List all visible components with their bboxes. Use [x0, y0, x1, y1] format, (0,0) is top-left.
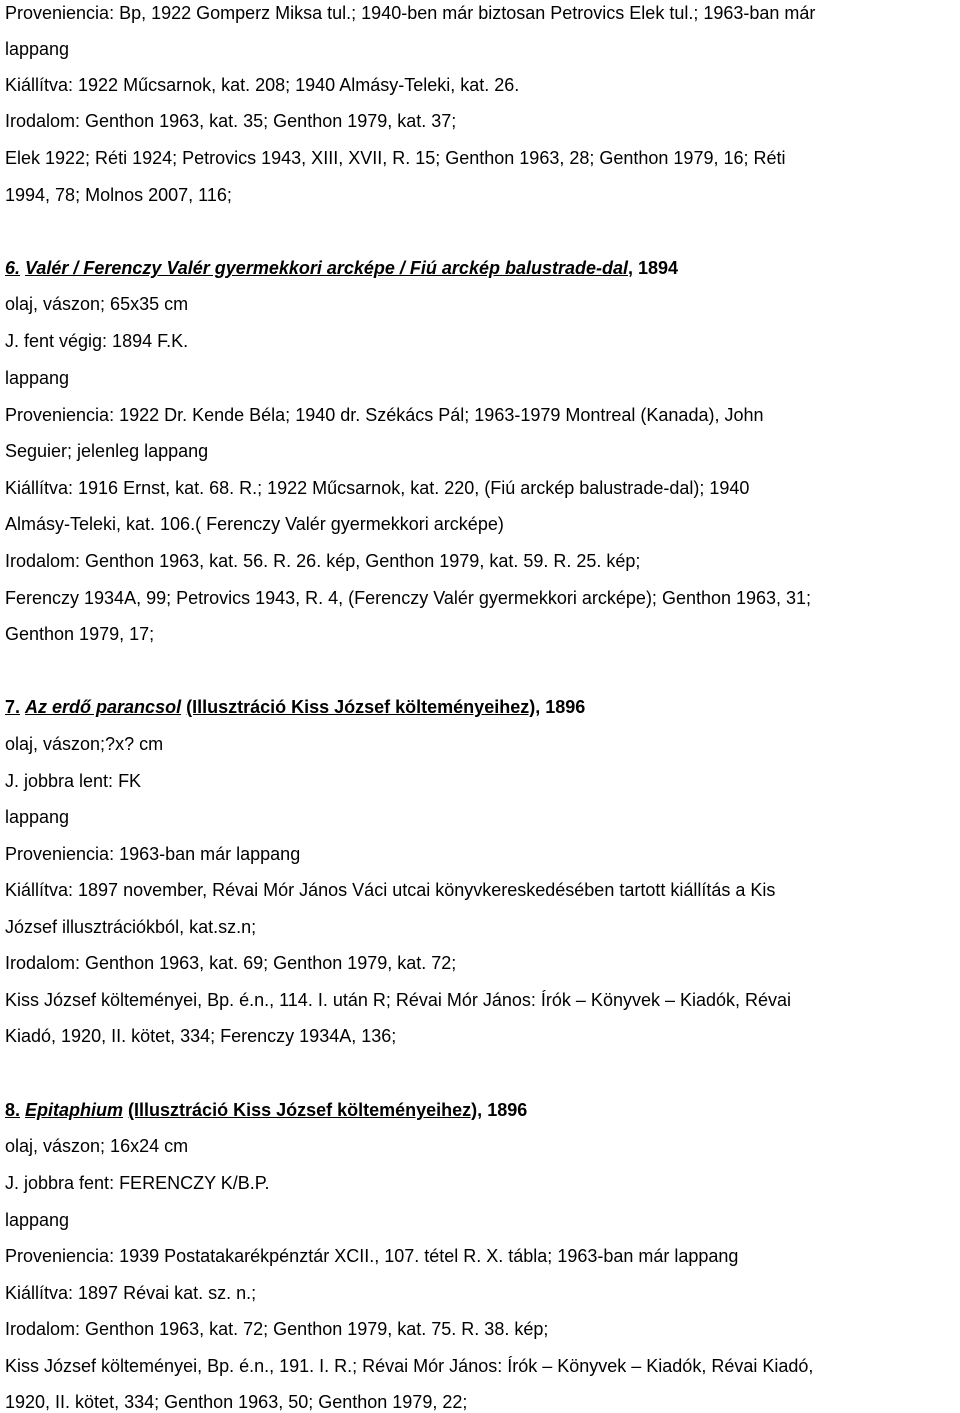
- literature-line: Kiadó, 1920, II. kötet, 334; Ferenczy 1934A, 136;: [5, 1026, 397, 1046]
- literature-line: 1920, II. kötet, 334; Genthon 1963, 50; Genthon 1979, 22;: [5, 1392, 468, 1412]
- exhibition-line: Kiállítva: 1916 Ernst, kat. 68. R.; 1922 Műcsarnok, kat. 220, (Fiú arckép balustrade-dal); 1940: [5, 478, 750, 498]
- provenance-line: Proveniencia: 1922 Dr. Kende Béla; 1940 dr. Székács Pál; 1963-1979 Montreal (Kanada), John: [5, 405, 764, 425]
- entry-8-year: 1896: [487, 1100, 528, 1120]
- entry-6-number: 6.: [5, 258, 21, 278]
- entry-7-title: Az erdő parancsol: [25, 697, 182, 717]
- medium-line: olaj, vászon;?x? cm: [5, 734, 164, 754]
- literature-line: 1994, 78; Molnos 2007, 116;: [5, 185, 232, 205]
- entry-8-title: Epitaphium: [25, 1100, 124, 1120]
- signature-line: J. fent végig: 1894 F.K.: [5, 331, 189, 351]
- entry-8-heading: [5, 1099, 527, 1121]
- exhibition-line: Kiállítva: 1897 november, Révai Mór János Váci utcai könyvkereskedésében tartott kiállítás a Kis: [5, 880, 776, 900]
- entry-6-year: , 1894: [628, 258, 679, 278]
- medium-line: olaj, vászon; 16x24 cm: [5, 1136, 189, 1156]
- exhibition-line: Kiállítva: 1922 Műcsarnok, kat. 208; 1940 Almásy-Teleki, kat. 26.: [5, 75, 520, 95]
- status-line: lappang: [5, 39, 70, 59]
- signature-line: J. jobbra lent: FK: [5, 771, 142, 791]
- entry-7-heading: [5, 696, 585, 718]
- entry-7-number: 7.: [5, 697, 21, 717]
- literature-line: Kiss József költeményei, Bp. é.n., 114. I. után R; Révai Mór János: Írók – Könyvek – Kiadók, Révai: [5, 990, 792, 1010]
- literature-line: Irodalom: Genthon 1963, kat. 69; Genthon 1979, kat. 72;: [5, 953, 457, 973]
- literature-line: Elek 1922; Réti 1924; Petrovics 1943, XIII, XVII, R. 15; Genthon 1963, 28; Genthon 1979, 16; Réti: [5, 148, 786, 168]
- literature-line: Irodalom: Genthon 1963, kat. 56. R. 26. kép, Genthon 1979, kat. 59. R. 25. kép;: [5, 551, 641, 571]
- literature-line: Irodalom: Genthon 1963, kat. 72; Genthon 1979, kat. 75. R. 38. kép;: [5, 1319, 549, 1339]
- entry-8-number: 8.: [5, 1100, 21, 1120]
- exhibition-line: József illusztrációkból, kat.sz.n;: [5, 917, 257, 937]
- entry-7-subtitle: (Illusztráció Kiss József költeményeihez),: [186, 697, 541, 717]
- provenance-line: Seguier; jelenleg lappang: [5, 441, 209, 461]
- literature-line: Kiss József költeményei, Bp. é.n., 191. I. R.; Révai Mór János: Írók – Könyvek – Kiadók, Révai Kiadó,: [5, 1356, 814, 1376]
- status-line: lappang: [5, 368, 70, 388]
- provenance-line: Proveniencia: 1939 Postatakarékpénztár XCII., 107. tétel R. X. tábla; 1963-ban már lappang: [5, 1246, 739, 1266]
- medium-line: olaj, vászon; 65x35 cm: [5, 294, 189, 314]
- entry-6-title: Valér / Ferenczy Valér gyermekkori arcképe / Fiú arckép balustrade-dal: [25, 258, 628, 278]
- entry-7-year: 1896: [545, 697, 586, 717]
- entry-6-heading: [5, 257, 678, 279]
- provenance-line: Proveniencia: Bp, 1922 Gomperz Miksa tul.; 1940-ben már biztosan Petrovics Elek tul.; 1963-ban már: [5, 3, 816, 23]
- status-line: lappang: [5, 1210, 70, 1230]
- provenance-line: Proveniencia: 1963-ban már lappang: [5, 844, 301, 864]
- status-line: lappang: [5, 807, 70, 827]
- exhibition-line: Kiállítva: 1897 Révai kat. sz. n.;: [5, 1283, 257, 1303]
- literature-line: Ferenczy 1934A, 99; Petrovics 1943, R. 4, (Ferenczy Valér gyermekkori arcképe); Genthon 1963, 31;: [5, 588, 812, 608]
- exhibition-line: Almásy-Teleki, kat. 106.( Ferenczy Valér gyermekkori arcképe): [5, 514, 504, 534]
- literature-line: Irodalom: Genthon 1963, kat. 35; Genthon 1979, kat. 37;: [5, 111, 457, 131]
- entry-8-subtitle: (Illusztráció Kiss József költeményeihez),: [128, 1100, 483, 1120]
- signature-line: J. jobbra fent: FERENCZY K/B.P.: [5, 1173, 270, 1193]
- literature-line: Genthon 1979, 17;: [5, 624, 155, 644]
